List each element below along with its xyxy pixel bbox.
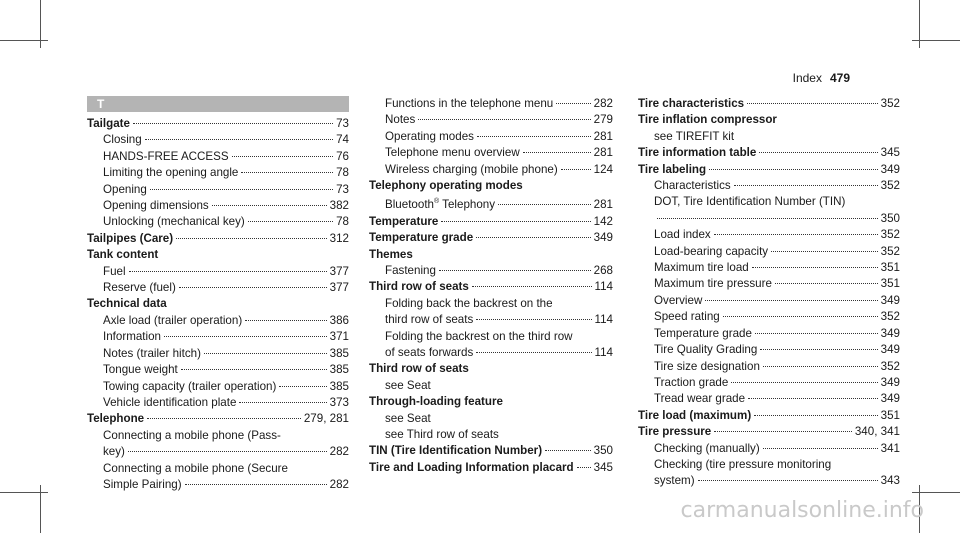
index-subentry[interactable]: Axle load (trailer operation) 386 [103, 313, 349, 327]
index-subentry[interactable]: Opening dimensions 382 [103, 199, 349, 213]
index-entry[interactable]: Tire characteristics 352 [638, 97, 900, 110]
index-entry[interactable]: Third row of seats 114 [369, 280, 613, 294]
index-subentry-line: DOT, Tire Identification Number (TIN) [654, 195, 846, 209]
index-subentry[interactable]: Closing 74 [103, 133, 349, 147]
index-subentry[interactable]: Reserve (fuel) 377 [103, 281, 349, 295]
index-subentry[interactable]: Fastening 268 [385, 263, 613, 277]
watermark: carmanualsonline.info [680, 498, 924, 523]
index-subentry-line: Connecting a mobile phone (Pass- [103, 428, 281, 442]
telephone-subentries [369, 96, 613, 178]
index-entry[interactable]: Tire and Loading Information placard 345 [369, 460, 613, 474]
index-entry[interactable]: Tailgate 73 [87, 117, 349, 130]
index-subentry[interactable]: Overview 349 [654, 293, 900, 307]
crop-mark [912, 492, 960, 493]
index-entry[interactable]: Tire labeling 349 [638, 162, 900, 176]
see-reference[interactable]: see Seat [385, 411, 431, 425]
index-subentry[interactable]: key) 282 [103, 445, 349, 459]
index-subentry[interactable]: Notes 279 [385, 113, 613, 127]
index-subentry[interactable]: Wireless charging (mobile phone) 124 [385, 162, 613, 176]
index-subentry[interactable]: Vehicle identification plate 373 [103, 395, 349, 409]
index-subentry-line: Checking (tire pressure monitoring [654, 457, 832, 471]
index-column-2 [369, 96, 613, 476]
index-subentry[interactable]: Fuel 377 [103, 264, 349, 278]
index-subentry[interactable]: Traction grade 349 [654, 375, 900, 389]
index-subentry[interactable]: Unlocking (mechanical key) 78 [103, 215, 349, 229]
tailgate-subentries [87, 132, 349, 230]
index-entry[interactable]: Temperature grade 349 [369, 231, 613, 245]
index-subentry[interactable]: Towing capacity (trailer operation) 385 [103, 379, 349, 393]
index-subentry[interactable]: Telephone menu overview 281 [385, 146, 613, 160]
labeling-subentries [638, 178, 900, 194]
index-entry[interactable]: Tire pressure 340, 341 [638, 425, 900, 439]
index-subentry[interactable]: third row of seats 114 [385, 313, 613, 327]
index-subentry[interactable]: Speed rating 352 [654, 310, 900, 324]
technical-subentries [87, 313, 349, 411]
index-subentry[interactable]: Notes (trailer hitch) 385 [103, 346, 349, 360]
index-subentry[interactable]: Maximum tire load 351 [654, 261, 900, 275]
index-subentry[interactable]: HANDS-FREE ACCESS 76 [103, 149, 349, 163]
index-subentry[interactable]: Characteristics 352 [654, 179, 900, 193]
index-subentry[interactable]: Bluetooth® Telephony 281 [385, 198, 613, 212]
crop-mark [912, 40, 960, 41]
see-reference[interactable]: see TIREFIT kit [654, 129, 735, 143]
index-subentry[interactable]: Limiting the opening angle 78 [103, 166, 349, 180]
index-column-1 [87, 96, 349, 493]
section-title: Index [792, 71, 822, 85]
page-header [793, 71, 850, 85]
index-subentry-line: Folding the backrest on the third row [385, 329, 573, 343]
index-subentry[interactable]: of seats forwards 114 [385, 345, 613, 359]
index-subentry[interactable]: Tire Quality Grading 349 [654, 343, 900, 357]
index-subentry[interactable]: Maximum tire pressure 351 [654, 277, 900, 291]
index-entry-heading: Telephony operating modes [369, 179, 523, 193]
index-subentry[interactable]: Checking (manually) 341 [654, 441, 900, 455]
index-entry[interactable]: Tire load (maximum) 351 [638, 408, 900, 422]
index-entry-heading: Themes [369, 247, 413, 261]
index-letter-heading: T [87, 96, 349, 112]
tank-subentries [87, 264, 349, 297]
see-reference[interactable]: see Third row of seats [385, 427, 499, 441]
index-entry[interactable]: TIN (Tire Identification Number) 350 [369, 444, 613, 458]
index-subentry-line: Folding back the backrest on the [385, 296, 553, 310]
page-number: 479 [829, 71, 850, 85]
see-reference[interactable]: see Seat [385, 378, 431, 392]
index-subentry[interactable]: Temperature grade 349 [654, 326, 900, 340]
index-subentry[interactable]: Simple Pairing) 282 [103, 477, 349, 491]
index-subentry[interactable]: 350 [638, 211, 900, 227]
index-subentry-line: Connecting a mobile phone (Secure [103, 461, 288, 475]
index-subentry[interactable]: Tire size designation 352 [654, 359, 900, 373]
index-entry-heading: Tire inflation compressor [638, 113, 777, 127]
index-entry[interactable]: Tire information table 345 [638, 146, 900, 160]
index-subentry[interactable]: Tread wear grade 349 [654, 392, 900, 406]
index-subentry[interactable]: Opening 73 [103, 182, 349, 196]
index-entry[interactable]: Telephone 279, 281 [87, 412, 349, 426]
index-subentry[interactable]: Load-bearing capacity 352 [654, 244, 900, 258]
index-entry-heading: Technical data [87, 297, 167, 311]
index-subentry[interactable]: Tongue weight 385 [103, 363, 349, 377]
index-entry[interactable]: Tailpipes (Care) 312 [87, 231, 349, 245]
crop-mark [0, 40, 48, 41]
index-subentry[interactable]: Information 371 [103, 330, 349, 344]
index-subentry[interactable]: Load index 352 [654, 228, 900, 242]
index-entry-heading: Third row of seats [369, 362, 469, 376]
index-subentry[interactable]: Functions in the telephone menu 282 [385, 97, 613, 110]
labeling-subentries-2 [638, 227, 900, 407]
index-entry-heading: Through-loading feature [369, 395, 503, 409]
index-entry[interactable]: Temperature 142 [369, 214, 613, 228]
index-column-3 [638, 96, 900, 490]
crop-mark [0, 492, 48, 493]
index-subentry[interactable]: system) 343 [654, 474, 900, 488]
index-entry-heading: Tank content [87, 248, 159, 262]
index-subentry[interactable]: Operating modes 281 [385, 129, 613, 143]
